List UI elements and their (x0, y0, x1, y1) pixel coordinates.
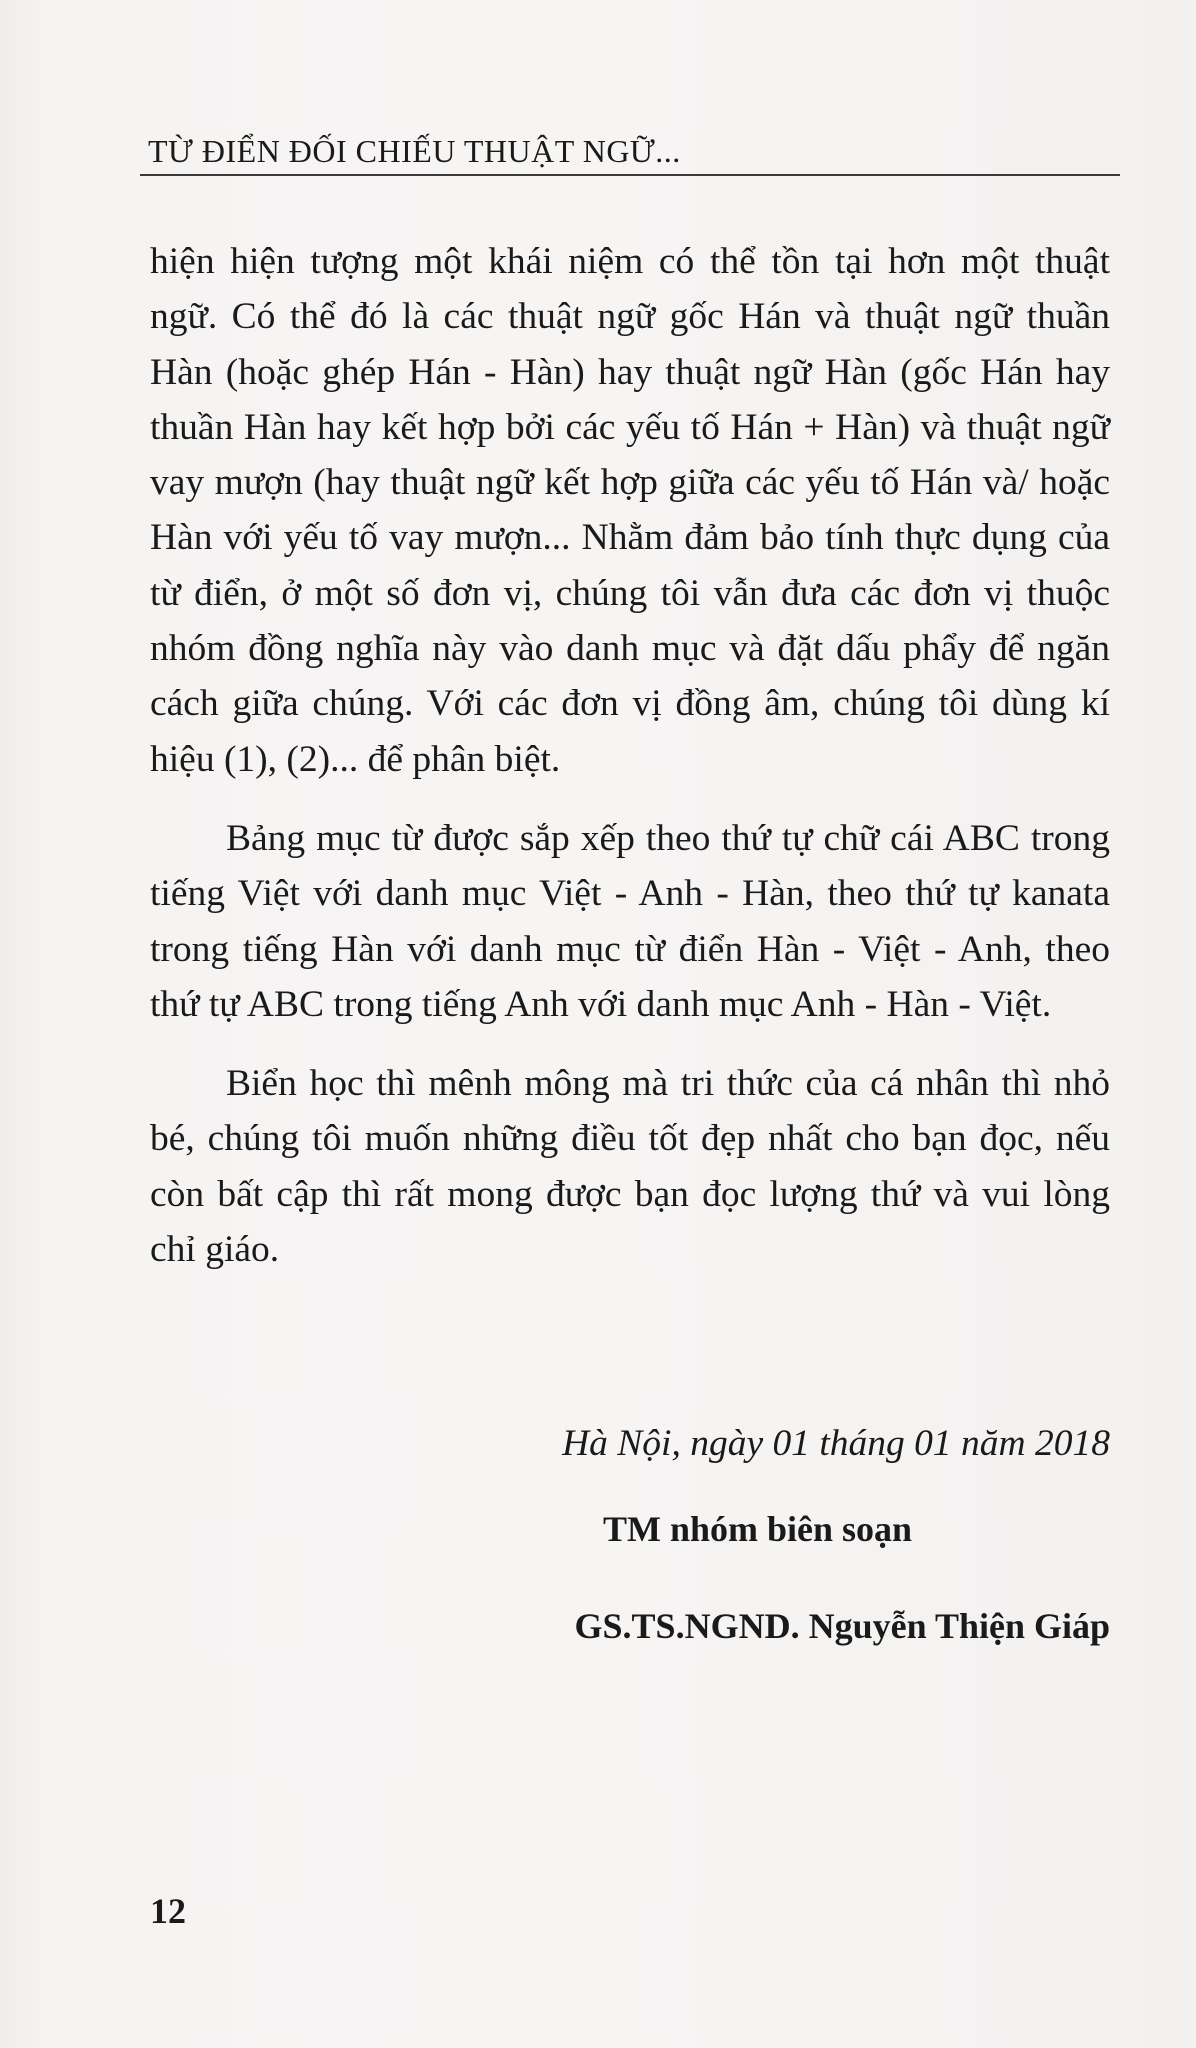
page-number: 12 (150, 1891, 186, 1931)
dateline: Hà Nội, ngày 01 tháng 01 năm 2018 (562, 1423, 1110, 1464)
editorial-group: TM nhóm biên soạn (603, 1509, 913, 1549)
paragraph-closing: Biển học thì mênh mông mà tri thức của cá nhân thì nhỏ bé, chúng tôi muốn những điều tốt đẹp nhất cho bạn đọc, nếu còn bất cập thì rất mong được bạn đọc lượng thứ và vui lòng chỉ giáo. (150, 1063, 1110, 1271)
author-name: GS.TS.NGND. Nguyễn Thiện Giáp (574, 1606, 1110, 1646)
running-header: TỪ ĐIỂN ĐỐI CHIẾU THUẬT NGỮ... (148, 133, 681, 169)
paragraph-continued: hiện hiện tượng một khái niệm có thể tồn tại hơn một thuật ngữ. Có thể đó là các thuật ngữ gốc Hán và thuật ngữ thuần Hàn (hoặc ghép Hán - Hàn) hay thuật ngữ Hàn (gốc Hán hay thuần Hàn hay kết hợp bởi các yếu tố Hán + Hàn) và thuật ngữ vay mượn (hay thuật ngữ kết hợp giữa các yếu tố Hán và/ hoặc Hàn với yếu tố vay mượn... Nhằm đảm bảo tính thực dụng của từ điển, ở một số đơn vị, chúng tôi vẫn đưa các đơn vị thuộc nhóm đồng nghĩa này vào danh mục và đặt dấu phẩy để ngăn cách giữa chúng. Với các đơn vị đồng âm, chúng tôi dùng kí hiệu (1), (2)... để phân biệt. (150, 241, 1110, 780)
body-text (150, 234, 1110, 1277)
paragraph-sorting: Bảng mục từ được sắp xếp theo thứ tự chữ cái ABC trong tiếng Việt với danh mục Việt - Anh - Hàn, theo thứ tự kanata trong tiếng Hàn với danh mục từ điển Hàn - Việt - Anh, theo thứ tự ABC trong tiếng Anh với danh mục Anh - Hàn - Việt. (150, 817, 1110, 1025)
header-rule (140, 174, 1120, 176)
